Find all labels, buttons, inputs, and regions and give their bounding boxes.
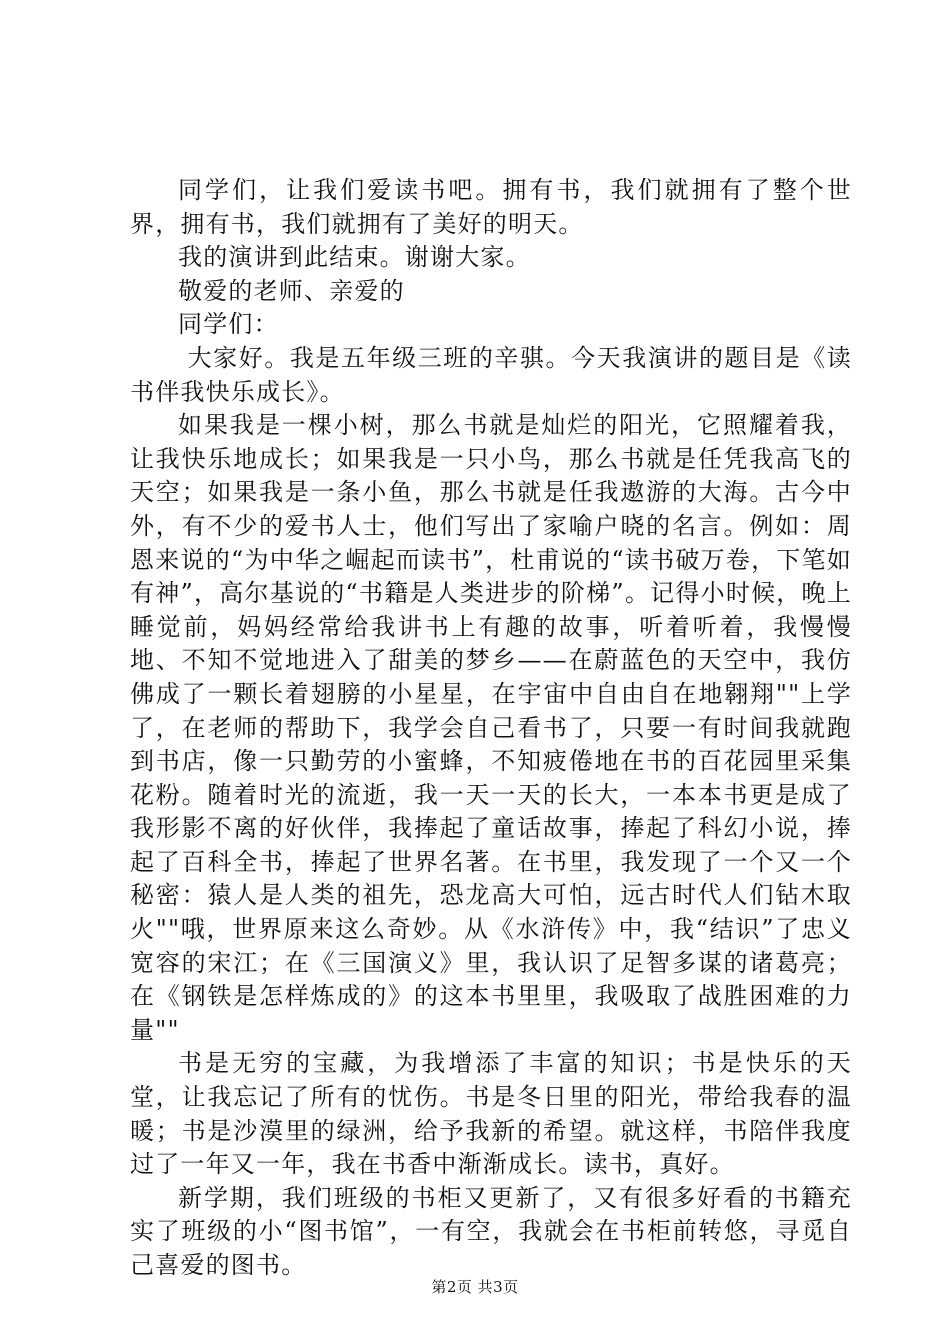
paragraph-new-semester: 新学期，我们班级的书柜又更新了，又有很多好看的书籍充实了班级的小“图书馆”，一有空，我就会在书柜前转悠，寻觅自己喜爱的图书。	[130, 1183, 852, 1279]
paragraph-speech-end: 我的演讲到此结束。谢谢大家。	[178, 243, 531, 272]
paragraph-salutation-teachers: 敬爱的老师、亲爱的	[178, 276, 405, 305]
page-number-footer: 第2页 共3页	[431, 1278, 519, 1296]
paragraph-book-treasure: 书是无穷的宝藏，为我增添了丰富的知识；书是快乐的天堂，让我忘记了所有的忧伤。书是冬日里的阳光，带给我春的温暖；书是沙漠里的绿洲，给予我新的希望。就这样，书陪伴我度过了一年又一年，我在书香中渐渐成长。读书，真好。	[130, 1049, 852, 1179]
paragraph-closing-appeal: 同学们，让我们爱读书吧。拥有书，我们就拥有了整个世界，拥有书，我们就拥有了美好的明天。	[130, 176, 852, 238]
paragraph-salutation-students: 同学们：	[178, 310, 279, 339]
document-body	[130, 174, 852, 1283]
paragraph-introduction: 大家好。我是五年级三班的辛骐。今天我演讲的题目是《读书伴我快乐成长》。	[130, 343, 852, 406]
paragraph-main-story: 如果我是一棵小树，那么书就是灿烂的阳光，它照耀着我，让我快乐地成长；如果我是一只小鸟，那么书就是任凭我高飞的天空；如果我是一条小鱼，那么书就是任我遨游的大海。古今中外，有不少的爱书人士，他们写出了家喻户晓的名言。例如：周恩来说的“为中华之崛起而读书”，杜甫说的“读书破万卷，下笔如有神”，高尔基说的“书籍是人类进步的阶梯”。记得小时候，晚上睡觉前，妈妈经常给我讲书上有趣的故事，听着听着，我慢慢地、不知不觉地进入了甜美的梦乡——在蔚蓝色的天空中，我仿佛成了一颗长着翅膀的小星星，在宇宙中自由自在地翱翔""上学了，在老师的帮助下，我学会自己看书了，只要一有时间我就跑到书店，像一只勤劳的小蜜蜂，不知疲倦地在书的百花园里采集花粉。随着时光的流逝，我一天一天的长大，一本本书更是成了我形影不离的好伙伴，我捧起了童话故事，捧起了科幻小说，捧起了百科全书，捧起了世界名著。在书里，我发现了一个又一个秘密：猿人是人类的祖先，恐龙高大可怕，远古时代人们钻木取火""哦，世界原来这么奇妙。从《水浒传》中，我“结识”了忠义宽容的宋江；在《三国演义》里，我认识了足智多谋的诸葛亮；在《钢铁是怎样炼成的》的这本书里里，我吸取了战胜困难的力量""	[130, 411, 852, 1044]
